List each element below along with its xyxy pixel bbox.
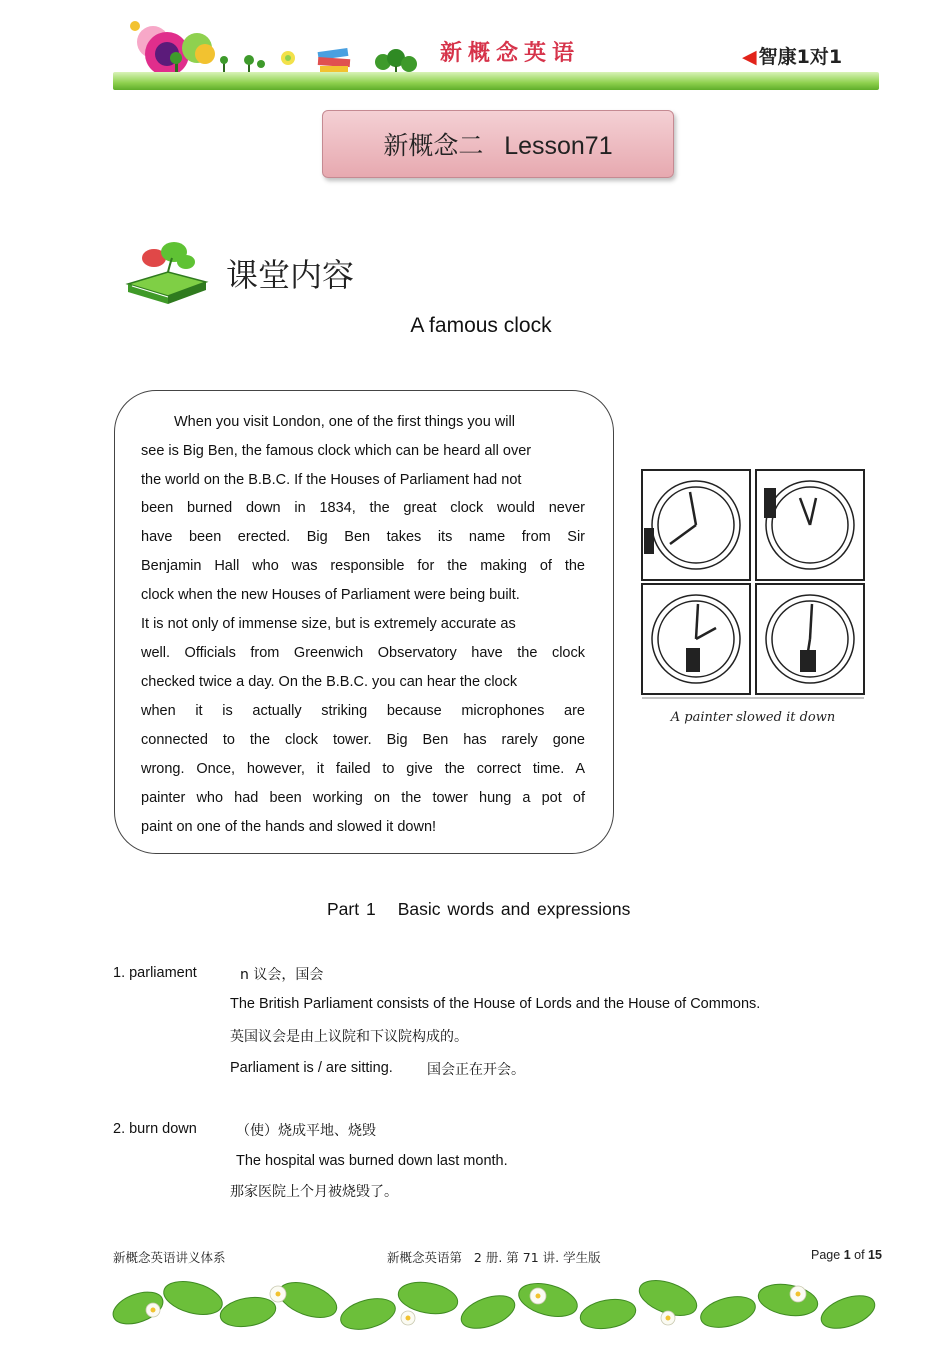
vocab-definition: （使）烧成平地、烧毁: [236, 1123, 376, 1139]
story-line: It is not only of immense size, but is extremely accurate as: [141, 616, 516, 632]
page-of: of: [854, 1248, 865, 1262]
story-line: checked twice a day. On the B.B.C. you can hear the clock: [141, 674, 518, 690]
figure-caption: A painter slowed it down: [670, 710, 836, 725]
clock-panels-image: [640, 458, 866, 732]
part-label: Part 1: [327, 899, 376, 919]
brand-mark-icon: ◀: [742, 46, 757, 68]
story-line: been burned down in 1834, the great clock would never: [141, 500, 585, 516]
footer-left: 新概念英语讲义体系: [113, 1250, 226, 1265]
footer-center: 新概念英语第 2 册. 第 71 讲. 学生版: [387, 1250, 601, 1265]
story-line: wrong. Once, however, it failed to give the correct time. A: [141, 761, 585, 777]
vocab-phrase-en: Parliament is / are sitting.: [230, 1060, 393, 1076]
story-line: have been erected. Big Ben takes its name from Sir: [141, 529, 585, 545]
vocab-phrase-cn: 国会正在开会。: [427, 1062, 525, 1078]
story-title: A famous clock: [410, 314, 552, 337]
lesson-title-banner: [322, 110, 674, 178]
vocab-term: 2. burn down: [113, 1121, 197, 1137]
brand-logo: [742, 42, 842, 69]
story-line: When you visit London, one of the first things you will: [174, 414, 515, 430]
lesson-title: 新概念二 Lesson71: [383, 132, 613, 160]
story-line: clock when the new Houses of Parliament were being built.: [141, 587, 520, 603]
part-heading: [327, 899, 630, 920]
part-title: Basic words and expressions: [397, 899, 631, 919]
vocab-example-cn: 英国议会是由上议院和下议院构成的。: [230, 1029, 468, 1045]
story-line: paint on one of the hands and slowed it down!: [141, 819, 437, 835]
header-decoration: [113, 14, 463, 78]
page-total: 15: [868, 1248, 882, 1262]
header: [0, 0, 950, 100]
story-line: the world on the B.B.C. If the Houses of Parliament had not: [141, 472, 522, 488]
clock-illustration: [640, 458, 866, 732]
page-prefix: Page: [811, 1248, 841, 1262]
vocab-definition: n 议会，国会: [240, 967, 324, 983]
header-title: 新概念英语: [440, 41, 581, 66]
story-line: see is Big Ben, the famous clock which can be heard all over: [141, 443, 532, 459]
page-current: 1: [843, 1248, 851, 1262]
story-line: painter who had been working on the tower hung a pot of: [141, 790, 585, 806]
vocab-term: 1. parliament: [113, 965, 197, 981]
section-heading: 课堂内容: [226, 256, 355, 294]
page-number: [811, 1248, 882, 1262]
story-line: well. Officials from Greenwich Observatory have the clock: [141, 645, 585, 661]
story-line: Benjamin Hall who was responsible for the making of the: [141, 558, 585, 574]
book-icon: [124, 238, 210, 308]
vocab-example-cn: 那家医院上个月被烧毁了。: [230, 1184, 398, 1200]
vocab-example-en: The hospital was burned down last month.: [236, 1153, 508, 1169]
header-band: [113, 72, 879, 90]
footer-leaf-decoration: [108, 1268, 884, 1340]
story-line: connected to the clock tower. Big Ben has rarely gone: [141, 732, 585, 748]
brand-name: 智康1对1: [758, 46, 843, 68]
vocab-example-en: The British Parliament consists of the House of Lords and the House of Commons.: [230, 996, 761, 1012]
story-line: when it is actually striking because microphones are: [141, 703, 585, 719]
